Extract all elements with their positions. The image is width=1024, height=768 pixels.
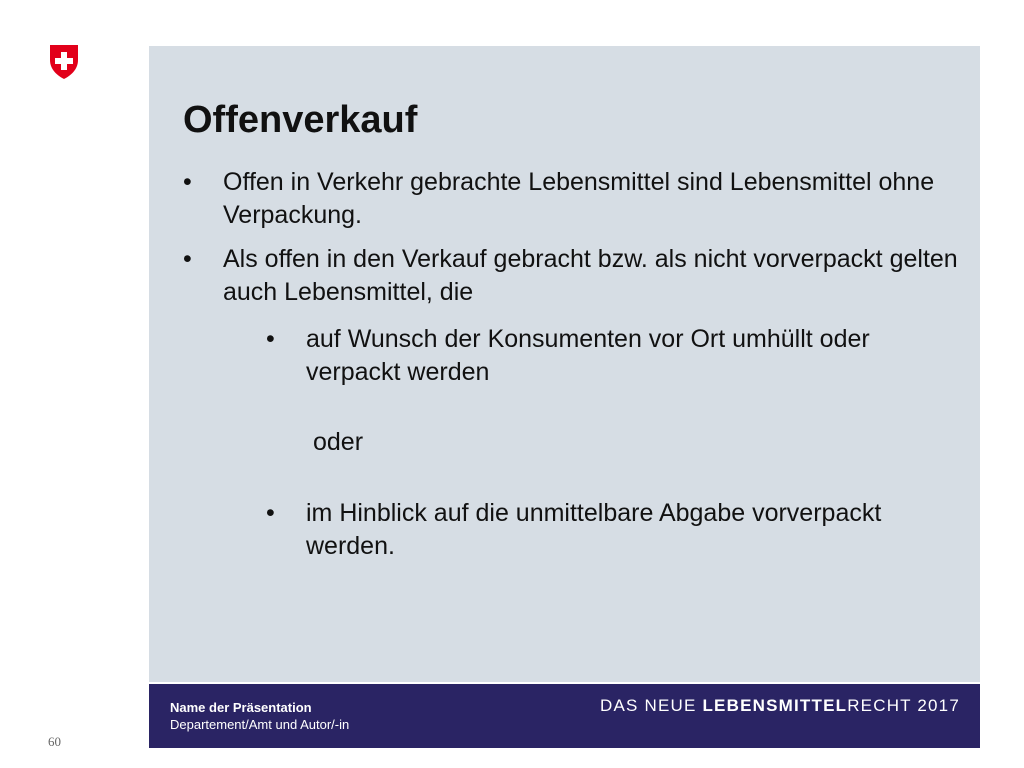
page-number: 60 [48, 734, 61, 749]
bullet-dot: • [183, 245, 192, 273]
brand-prefix: DAS NEUE [600, 696, 703, 715]
brand-wordmark [600, 696, 960, 716]
department-author: Departement/Amt und Autor/-in [170, 717, 350, 732]
brand-bold: LEBENSMITTEL [702, 696, 848, 715]
bullet-text: Offen in Verkehr gebrachte Lebensmittel sind Lebensmittel ohne Verpackung. [223, 168, 935, 229]
bullet-dot: • [266, 499, 275, 527]
bullet-item [183, 243, 963, 309]
footer-bar [149, 684, 980, 748]
slide-content [183, 166, 963, 563]
bullet-text: Als offen in den Verkauf gebracht bzw. als nicht vorverpackt gelten auch Lebensmittel, die [223, 245, 958, 306]
brand-suffix: RECHT 2017 [847, 696, 960, 715]
bullet-item [183, 166, 963, 232]
sub-bullet-text: im Hinblick auf die unmittelbare Abgabe vorverpackt werden. [306, 499, 882, 560]
bullet-dot: • [266, 325, 275, 353]
bullet-dot: • [183, 168, 192, 196]
slide-title: Offenverkauf [183, 99, 418, 141]
sub-bullet-item [183, 323, 926, 389]
sub-bullet-text: auf Wunsch der Konsumenten vor Ort umhüllt oder verpackt werden [306, 325, 870, 386]
swiss-coat-of-arms-logo [49, 44, 79, 80]
connector-text: oder [313, 428, 364, 456]
sub-bullet-item [183, 497, 963, 563]
presentation-name: Name der Präsentation [170, 700, 312, 715]
